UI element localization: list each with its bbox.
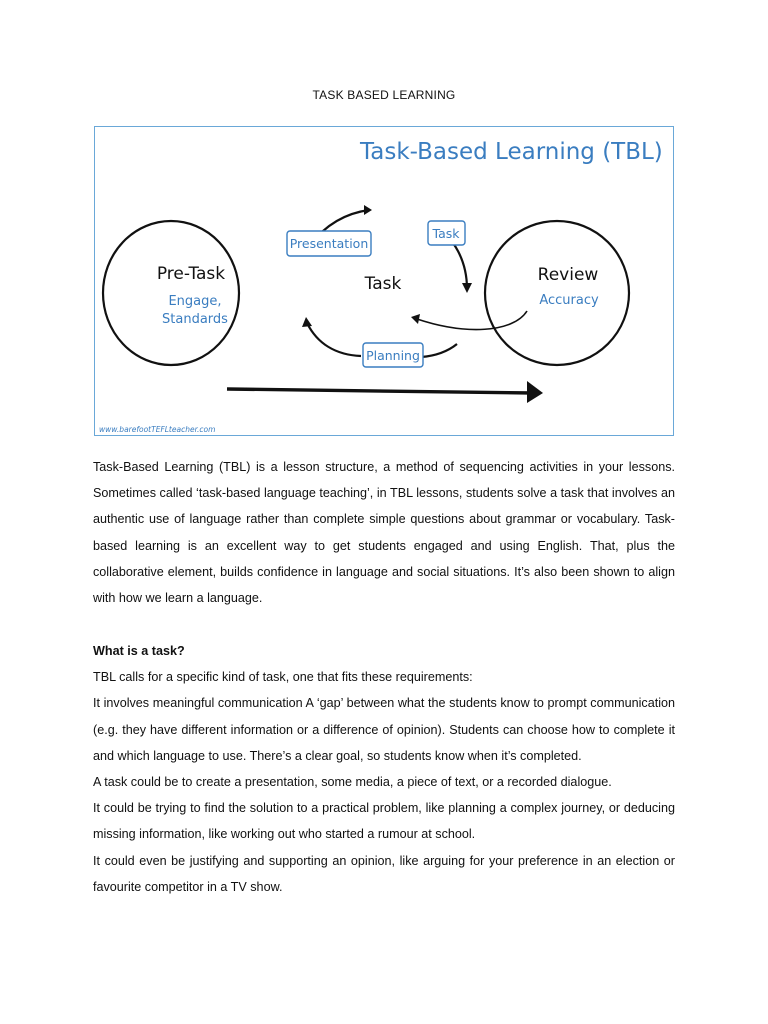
task-box-label: Task [432,226,460,241]
section-heading: What is a task? [93,644,185,658]
intro-paragraph [93,454,675,611]
task-heading: Task [364,274,402,294]
review-return-arrowhead [411,314,420,324]
review-heading: Review [537,265,599,285]
cycle-arc-bottom [421,344,457,357]
planning-label: Planning [366,348,420,363]
arrowhead-right [462,283,472,293]
diagram-title: Task-Based Learning (TBL) [360,139,663,165]
paragraph-problem: It could be trying to find the solution to a practical problem, like planning a complex journey, or deducing missing information, like working out who started a rumour at school. [93,801,675,842]
pre-task-circle [103,221,239,365]
review-return-arrow [417,311,527,329]
presentation-label: Presentation [289,236,369,251]
task-section [93,638,675,900]
cycle-arc-left [307,323,361,356]
timeline-arrow [227,389,533,393]
pre-task-line1: Engage, [168,294,222,309]
arrowhead-top [364,205,372,215]
timeline-arrowhead [527,381,543,403]
tbl-diagram [94,126,674,436]
arrowhead-left [302,317,312,327]
paragraph-requirements: TBL calls for a specific kind of task, one that fits these requirements: [93,670,473,685]
website-credit: www.barefootTEFLteacher.com [99,425,216,434]
pre-task-line2: Standards [162,312,228,327]
paragraph-presentation: A task could be to create a presentation, some media, a piece of text, or a recorded dialogue. [93,775,612,790]
page-title: TASK BASED LEARNING [312,88,456,102]
paragraph-opinion: It could even be justifying and supporting an opinion, like arguing for your preference in an election or favourite competitor in a TV show. [93,853,675,894]
intro-text: Task-Based Learning (TBL) is a lesson structure, a method of sequencing activities in your lessons. Sometimes called ‘task-based language teaching’, in TBL lessons, students solve a task that involves an authentic use of language rather than complete simple questions about grammar or vocabulary. Task-based learning is an excellent way to get students engaged and using English. That, plus the collaborative element, builds confidence in language and social situations. It’s also been shown to align with how we learn a language. [93,460,675,606]
tbl-diagram-svg [95,127,675,437]
review-subtitle: Accuracy [539,293,599,308]
pre-task-heading: Pre-Task [156,264,226,284]
paragraph-communication: It involves meaningful communication A ‘gap’ between what the students know to prompt communication (e.g. they have different information or a difference of opinion). Students can choose how to complete it and which language to use. There’s a clear goal, so students know when it’s completed. [93,696,675,763]
